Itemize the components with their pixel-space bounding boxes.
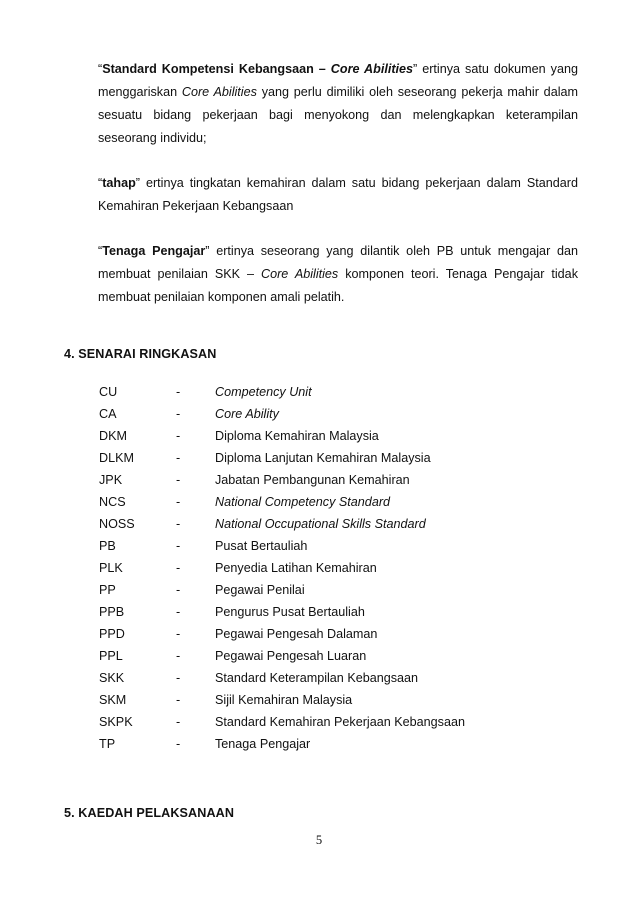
abbreviation-description: Core Ability: [215, 407, 279, 421]
abbreviation-description: Competency Unit: [215, 385, 312, 399]
abbreviation-row: [99, 711, 559, 733]
abbreviation-row: [99, 623, 559, 645]
abbreviation-code: TP: [99, 737, 116, 751]
abbreviation-dash: -: [176, 495, 181, 509]
abbreviation-description: Standard Kemahiran Pekerjaan Kebangsaan: [215, 715, 465, 729]
abbreviation-code: JPK: [99, 473, 123, 487]
abbreviation-code: NCS: [99, 495, 126, 509]
abbreviation-description: Tenaga Pengajar: [215, 737, 311, 751]
abbreviation-dash: -: [176, 429, 181, 443]
abbreviation-description: Diploma Lanjutan Kemahiran Malaysia: [215, 451, 431, 465]
abbreviation-dash: -: [176, 693, 181, 707]
abbreviation-row: [99, 469, 559, 491]
definition-tenaga-pengajar: “Tenaga Pengajar” ertinya seseorang yang dilantik oleh PB untuk mengajar dan membuat penilaian SKK – Core Abilities komponen teori. Tenaga Pengajar tidak membuat penilaian komponen amali pelatih.: [98, 244, 578, 304]
abbreviation-description: Sijil Kemahiran Malaysia: [215, 693, 353, 707]
abbreviation-row: [99, 689, 559, 711]
abbreviation-row: [99, 645, 559, 667]
abbreviation-description: Jabatan Pembangunan Kemahiran: [215, 473, 410, 487]
abbreviation-dash: -: [176, 649, 181, 663]
abbreviation-dash: -: [176, 671, 181, 685]
definition-tahap: “tahap” ertinya tingkatan kemahiran dalam satu bidang pekerjaan dalam Standard Kemahiran Pekerjaan Kebangsaan: [98, 176, 578, 213]
abbreviation-code: DKM: [99, 429, 127, 443]
abbreviation-code: SKM: [99, 693, 127, 707]
abbreviation-row: [99, 601, 559, 623]
abbreviation-row: [99, 535, 559, 557]
page-number: 5: [315, 833, 323, 847]
abbreviation-row: [99, 381, 559, 403]
abbreviation-row: [99, 557, 559, 579]
abbreviation-description: Diploma Kemahiran Malaysia: [215, 429, 379, 443]
section-heading-kaedah-pelaksanaan: 5. KAEDAH PELAKSANAAN: [64, 806, 235, 820]
abbreviation-code: PPB: [99, 605, 125, 619]
abbreviation-description: Pegawai Pengesah Luaran: [215, 649, 367, 663]
abbreviation-row: [99, 425, 559, 447]
section-heading-senarai-ringkasan: 4. SENARAI RINGKASAN: [64, 347, 217, 361]
abbreviation-row: [99, 491, 559, 513]
definition-term: Standard Kompetensi Kebangsaan –: [102, 62, 331, 76]
abbreviation-dash: -: [176, 407, 181, 421]
abbreviation-dash: -: [176, 715, 181, 729]
abbreviation-dash: -: [176, 627, 181, 641]
abbreviation-dash: -: [176, 539, 181, 553]
abbreviation-code: PPD: [99, 627, 125, 641]
abbreviation-description: National Occupational Skills Standard: [215, 517, 426, 531]
abbreviation-code: NOSS: [99, 517, 135, 531]
abbreviation-code: PPL: [99, 649, 123, 663]
abbreviation-list: [99, 381, 559, 755]
abbreviation-row: [99, 447, 559, 469]
abbreviation-code: PB: [99, 539, 116, 553]
abbreviation-code: PP: [99, 583, 116, 597]
abbreviation-description: National Competency Standard: [215, 495, 391, 509]
abbreviation-row: [99, 667, 559, 689]
abbreviation-dash: -: [176, 517, 181, 531]
definition-term: tahap: [102, 176, 136, 190]
abbreviation-dash: -: [176, 561, 181, 575]
abbreviation-code: DLKM: [99, 451, 134, 465]
abbreviation-row: [99, 733, 559, 755]
abbreviation-row: [99, 403, 559, 425]
definitions-block: [98, 58, 578, 331]
abbreviation-dash: -: [176, 583, 181, 597]
abbreviation-dash: -: [176, 605, 181, 619]
abbreviation-dash: -: [176, 451, 181, 465]
abbreviation-dash: -: [176, 385, 181, 399]
abbreviation-description: Pegawai Penilai: [215, 583, 305, 597]
definition-term-italic: Core Abilities: [330, 62, 414, 76]
abbreviation-code: PLK: [99, 561, 123, 575]
abbreviation-description: Pusat Bertauliah: [215, 539, 308, 553]
definition-term: Tenaga Pengajar: [102, 244, 206, 258]
abbreviation-code: SKK: [99, 671, 125, 685]
abbreviation-description: Pegawai Pengesah Dalaman: [215, 627, 378, 641]
abbreviation-dash: -: [176, 473, 181, 487]
abbreviation-description: Standard Keterampilan Kebangsaan: [215, 671, 419, 685]
abbreviation-row: [99, 513, 559, 535]
definition-skk: “Standard Kompetensi Kebangsaan – Core Abilities” ertinya satu dokumen yang menggariskan Core Abilities yang perlu dimiliki oleh seseorang pekerja mahir dalam sesuatu bidang pekerjaan bagi menyokong dan melengkapkan keterampilan seseorang individu;: [98, 62, 578, 145]
abbreviation-description: Penyedia Latihan Kemahiran: [215, 561, 377, 575]
abbreviation-code: CU: [99, 385, 118, 399]
abbreviation-dash: -: [176, 737, 181, 751]
abbreviation-code: SKPK: [99, 715, 133, 729]
abbreviation-row: [99, 579, 559, 601]
abbreviation-description: Pengurus Pusat Bertauliah: [215, 605, 365, 619]
abbreviation-code: CA: [99, 407, 117, 421]
